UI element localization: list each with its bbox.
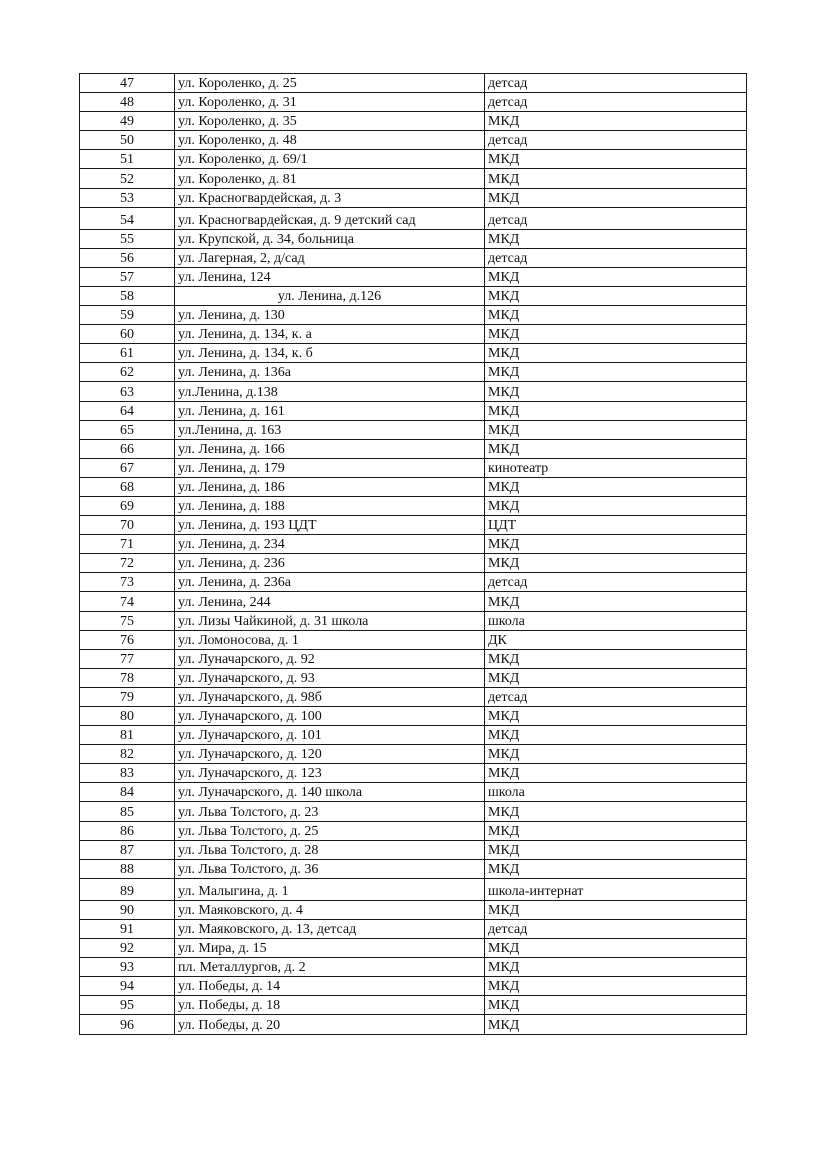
row-number: 81	[80, 726, 175, 745]
object-type-cell: детсад	[485, 131, 747, 150]
address-table-body	[80, 74, 747, 1035]
table-row	[80, 919, 747, 938]
row-number: 95	[80, 996, 175, 1015]
table-row	[80, 169, 747, 188]
table-row	[80, 996, 747, 1015]
object-type-cell: МКД	[485, 1015, 747, 1034]
row-number: 80	[80, 707, 175, 726]
object-type-cell: школа	[485, 611, 747, 630]
object-type-cell: МКД	[485, 439, 747, 458]
table-row	[80, 477, 747, 496]
object-type-cell: детсад	[485, 919, 747, 938]
address-cell: ул. Ленина, д. 186	[175, 477, 485, 496]
object-type-cell: МКД	[485, 267, 747, 286]
address-cell: ул. Ленина, д. 161	[175, 401, 485, 420]
table-row	[80, 592, 747, 611]
object-type-cell: МКД	[485, 477, 747, 496]
row-number: 79	[80, 687, 175, 706]
table-row	[80, 74, 747, 93]
row-number: 53	[80, 188, 175, 207]
row-number: 57	[80, 267, 175, 286]
object-type-cell: детсад	[485, 248, 747, 267]
table-row	[80, 859, 747, 878]
table-row	[80, 745, 747, 764]
address-cell: ул. Луначарского, д. 92	[175, 649, 485, 668]
object-type-cell: МКД	[485, 649, 747, 668]
address-cell: ул. Короленко, д. 69/1	[175, 150, 485, 169]
table-row	[80, 286, 747, 305]
object-type-cell: детсад	[485, 207, 747, 229]
address-cell: ул. Мира, д. 15	[175, 939, 485, 958]
object-type-cell: школа	[485, 783, 747, 802]
row-number: 89	[80, 878, 175, 900]
table-row	[80, 821, 747, 840]
address-cell: ул. Луначарского, д. 123	[175, 764, 485, 783]
address-cell: ул. Маяковского, д. 4	[175, 900, 485, 919]
address-cell: ул. Ленина, д. 193 ЦДТ	[175, 516, 485, 535]
table-row	[80, 535, 747, 554]
object-type-cell: МКД	[485, 325, 747, 344]
address-cell: ул. Ломоносова, д. 1	[175, 630, 485, 649]
row-number: 55	[80, 229, 175, 248]
row-number: 71	[80, 535, 175, 554]
address-cell: ул. Ленина, д. 134, к. б	[175, 344, 485, 363]
row-number: 63	[80, 382, 175, 401]
object-type-cell: МКД	[485, 535, 747, 554]
row-number: 47	[80, 74, 175, 93]
address-cell: ул. Луначарского, д. 120	[175, 745, 485, 764]
object-type-cell: МКД	[485, 150, 747, 169]
table-row	[80, 344, 747, 363]
table-row	[80, 325, 747, 344]
row-number: 61	[80, 344, 175, 363]
table-row	[80, 939, 747, 958]
row-number: 77	[80, 649, 175, 668]
table-row	[80, 649, 747, 668]
address-cell: ул. Короленко, д. 81	[175, 169, 485, 188]
table-row	[80, 306, 747, 325]
object-type-cell: МКД	[485, 821, 747, 840]
address-cell: ул. Ленина, д. 188	[175, 496, 485, 515]
row-number: 82	[80, 745, 175, 764]
object-type-cell: МКД	[485, 306, 747, 325]
row-number: 70	[80, 516, 175, 535]
row-number: 65	[80, 420, 175, 439]
table-row	[80, 496, 747, 515]
row-number: 58	[80, 286, 175, 305]
object-type-cell: МКД	[485, 112, 747, 131]
row-number: 75	[80, 611, 175, 630]
row-number: 49	[80, 112, 175, 131]
address-cell: ул. Луначарского, д. 140 школа	[175, 783, 485, 802]
object-type-cell: МКД	[485, 229, 747, 248]
row-number: 92	[80, 939, 175, 958]
table-row	[80, 554, 747, 573]
address-cell: ул. Лагерная, 2, д/сад	[175, 248, 485, 267]
object-type-cell: МКД	[485, 169, 747, 188]
table-row	[80, 958, 747, 977]
address-cell: ул. Победы, д. 14	[175, 977, 485, 996]
row-number: 67	[80, 458, 175, 477]
object-type-cell: МКД	[485, 382, 747, 401]
table-row	[80, 516, 747, 535]
table-row	[80, 668, 747, 687]
object-type-cell: ЦДТ	[485, 516, 747, 535]
address-cell: ул. Ленина, д.126	[175, 286, 485, 305]
address-cell: ул. Маяковского, д. 13, детсад	[175, 919, 485, 938]
table-row	[80, 878, 747, 900]
row-number: 50	[80, 131, 175, 150]
table-row	[80, 573, 747, 592]
row-number: 93	[80, 958, 175, 977]
row-number: 88	[80, 859, 175, 878]
table-row	[80, 707, 747, 726]
table-row	[80, 363, 747, 382]
row-number: 78	[80, 668, 175, 687]
object-type-cell: МКД	[485, 900, 747, 919]
address-cell: ул. Победы, д. 20	[175, 1015, 485, 1034]
address-cell: ул. Ленина, д. 136а	[175, 363, 485, 382]
object-type-cell: МКД	[485, 363, 747, 382]
object-type-cell: МКД	[485, 958, 747, 977]
object-type-cell: МКД	[485, 840, 747, 859]
address-cell: ул. Ленина, 244	[175, 592, 485, 611]
address-cell: ул. Льва Толстого, д. 28	[175, 840, 485, 859]
row-number: 86	[80, 821, 175, 840]
object-type-cell: ДК	[485, 630, 747, 649]
address-cell: пл. Металлургов, д. 2	[175, 958, 485, 977]
object-type-cell: МКД	[485, 286, 747, 305]
object-type-cell: МКД	[485, 996, 747, 1015]
address-cell: ул. Ленина, 124	[175, 267, 485, 286]
object-type-cell: МКД	[485, 401, 747, 420]
table-row	[80, 458, 747, 477]
address-cell: ул. Ленина, д. 236а	[175, 573, 485, 592]
object-type-cell: МКД	[485, 977, 747, 996]
object-type-cell: детсад	[485, 74, 747, 93]
address-cell: ул. Победы, д. 18	[175, 996, 485, 1015]
object-type-cell: кинотеатр	[485, 458, 747, 477]
object-type-cell: МКД	[485, 764, 747, 783]
table-row	[80, 630, 747, 649]
object-type-cell: МКД	[485, 726, 747, 745]
address-cell: ул. Луначарского, д. 101	[175, 726, 485, 745]
table-row	[80, 802, 747, 821]
object-type-cell: МКД	[485, 939, 747, 958]
table-row	[80, 248, 747, 267]
row-number: 73	[80, 573, 175, 592]
address-cell: ул. Красногвардейская, д. 3	[175, 188, 485, 207]
object-type-cell: МКД	[485, 707, 747, 726]
object-type-cell: МКД	[485, 420, 747, 439]
table-row	[80, 382, 747, 401]
row-number: 54	[80, 207, 175, 229]
address-cell: ул.Ленина, д. 163	[175, 420, 485, 439]
address-cell: ул. Короленко, д. 25	[175, 74, 485, 93]
table-row	[80, 840, 747, 859]
object-type-cell: МКД	[485, 188, 747, 207]
address-cell: ул. Крупской, д. 34, больница	[175, 229, 485, 248]
row-number: 85	[80, 802, 175, 821]
table-row	[80, 112, 747, 131]
object-type-cell: МКД	[485, 592, 747, 611]
row-number: 69	[80, 496, 175, 515]
address-cell: ул. Ленина, д. 236	[175, 554, 485, 573]
address-cell: ул.Ленина, д.138	[175, 382, 485, 401]
table-row	[80, 764, 747, 783]
table-row	[80, 188, 747, 207]
row-number: 74	[80, 592, 175, 611]
address-cell: ул. Короленко, д. 48	[175, 131, 485, 150]
address-cell: ул. Льва Толстого, д. 25	[175, 821, 485, 840]
row-number: 83	[80, 764, 175, 783]
row-number: 91	[80, 919, 175, 938]
address-cell: ул. Ленина, д. 179	[175, 458, 485, 477]
address-cell: ул. Луначарского, д. 100	[175, 707, 485, 726]
object-type-cell: МКД	[485, 668, 747, 687]
row-number: 84	[80, 783, 175, 802]
row-number: 68	[80, 477, 175, 496]
object-type-cell: МКД	[485, 496, 747, 515]
table-row	[80, 207, 747, 229]
table-row	[80, 1015, 747, 1034]
address-cell: ул. Ленина, д. 166	[175, 439, 485, 458]
address-table	[79, 73, 747, 1035]
address-cell: ул. Ленина, д. 134, к. а	[175, 325, 485, 344]
row-number: 59	[80, 306, 175, 325]
address-cell: ул. Льва Толстого, д. 36	[175, 859, 485, 878]
row-number: 52	[80, 169, 175, 188]
table-row	[80, 726, 747, 745]
object-type-cell: МКД	[485, 745, 747, 764]
row-number: 72	[80, 554, 175, 573]
table-row	[80, 150, 747, 169]
object-type-cell: МКД	[485, 554, 747, 573]
row-number: 66	[80, 439, 175, 458]
object-type-cell: детсад	[485, 93, 747, 112]
table-row	[80, 229, 747, 248]
row-number: 51	[80, 150, 175, 169]
row-number: 48	[80, 93, 175, 112]
row-number: 96	[80, 1015, 175, 1034]
row-number: 87	[80, 840, 175, 859]
row-number: 90	[80, 900, 175, 919]
row-number: 76	[80, 630, 175, 649]
row-number: 60	[80, 325, 175, 344]
object-type-cell: МКД	[485, 344, 747, 363]
object-type-cell: детсад	[485, 687, 747, 706]
table-row	[80, 131, 747, 150]
row-number: 64	[80, 401, 175, 420]
table-row	[80, 267, 747, 286]
table-row	[80, 900, 747, 919]
table-row	[80, 420, 747, 439]
row-number: 62	[80, 363, 175, 382]
address-cell: ул. Луначарского, д. 93	[175, 668, 485, 687]
address-cell: ул. Красногвардейская, д. 9 детский сад	[175, 207, 485, 229]
address-cell: ул. Короленко, д. 31	[175, 93, 485, 112]
address-cell: ул. Короленко, д. 35	[175, 112, 485, 131]
row-number: 56	[80, 248, 175, 267]
table-row	[80, 783, 747, 802]
address-cell: ул. Лизы Чайкиной, д. 31 школа	[175, 611, 485, 630]
address-cell: ул. Льва Толстого, д. 23	[175, 802, 485, 821]
table-row	[80, 977, 747, 996]
table-row	[80, 439, 747, 458]
address-cell: ул. Ленина, д. 130	[175, 306, 485, 325]
table-row	[80, 93, 747, 112]
table-row	[80, 401, 747, 420]
object-type-cell: школа-интернат	[485, 878, 747, 900]
object-type-cell: МКД	[485, 802, 747, 821]
address-cell: ул. Малыгина, д. 1	[175, 878, 485, 900]
address-cell: ул. Ленина, д. 234	[175, 535, 485, 554]
address-cell: ул. Луначарского, д. 98б	[175, 687, 485, 706]
table-row	[80, 687, 747, 706]
table-row	[80, 611, 747, 630]
row-number: 94	[80, 977, 175, 996]
object-type-cell: детсад	[485, 573, 747, 592]
object-type-cell: МКД	[485, 859, 747, 878]
